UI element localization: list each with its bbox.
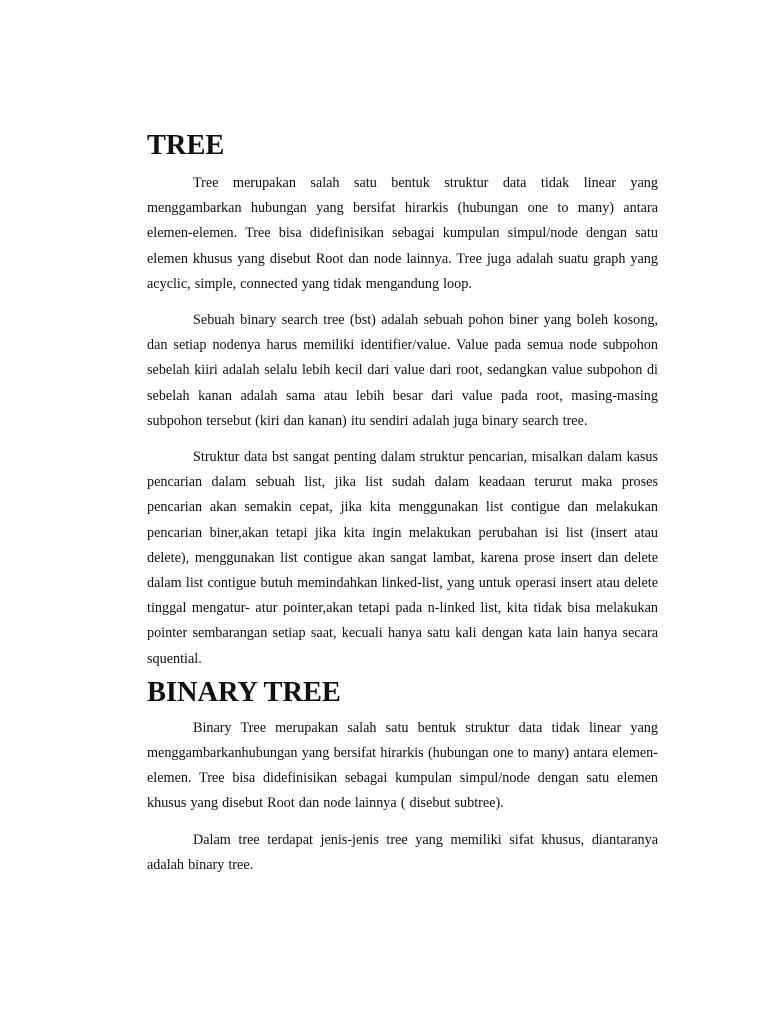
paragraph: Dalam tree terdapat jenis-jenis tree yang memiliki sifat khusus, diantaranya adalah binary tree. (147, 831, 658, 873)
section-heading-tree: TREE (147, 130, 225, 161)
paragraph: Binary Tree merupakan salah satu bentuk struktur data tidak linear yang menggambarkanhubungan yang bersifat hirarkis (hubungan one to many) antara elemen-elemen. Tree bisa didefinisikan sebagai kumpulan simpul/node dengan satu elemen khusus yang disebut Root dan node lainnya ( disebut subtree). (147, 719, 658, 812)
paragraph: Struktur data bst sangat penting dalam struktur pencarian, misalkan dalam kasus pencarian dalam sebuah list, jika list sudah dalam keadaan terurut maka proses pencarian akan semakin cepat, jika kita menggunakan list contigue dan melakukan pencarian biner,akan tetapi jika kita ingin melakukan perubahan isi list (insert atau delete), menggunakan list contigue akan sangat lambat, karena prose insert dan delete dalam list contigue butuh memindahkan linked-list, yang untuk operasi insert atau delete tinggal mengatur- atur pointer,akan tetapi pada n-linked list, kita tidak bisa melakukan pointer sembarangan setiap saat, kecuali hanya satu kali dengan kata lain hanya secara squential. (147, 449, 658, 667)
section-heading-binary-tree: BINARY TREE (147, 676, 341, 708)
paragraph: Sebuah binary search tree (bst) adalah sebuah pohon biner yang boleh kosong, dan setiap nodenya harus memiliki identifier/value. Value pada semua node subpohon sebelah kiiri adalah selalu lebih kecil dari value dari root, sedangkan value subpohon di sebelah kanan adalah sama atau lebih besar dari value pada root, masing-masing subpohon tersebut (kiri dan kanan) itu sendiri adalah juga binary search tree. (147, 312, 658, 429)
paragraph: Tree merupakan salah satu bentuk struktur data tidak linear yang menggambarkan hubungan yang bersifat hirarkis (hubungan one to many) antara elemen-elemen. Tree bisa didefinisikan sebagai kumpulan simpul/node dengan satu elemen khusus yang disebut Root dan node lainnya. Tree juga adalah suatu graph yang acyclic, simple, connected yang tidak mengandung loop. (147, 175, 658, 292)
document-page (147, 130, 658, 889)
